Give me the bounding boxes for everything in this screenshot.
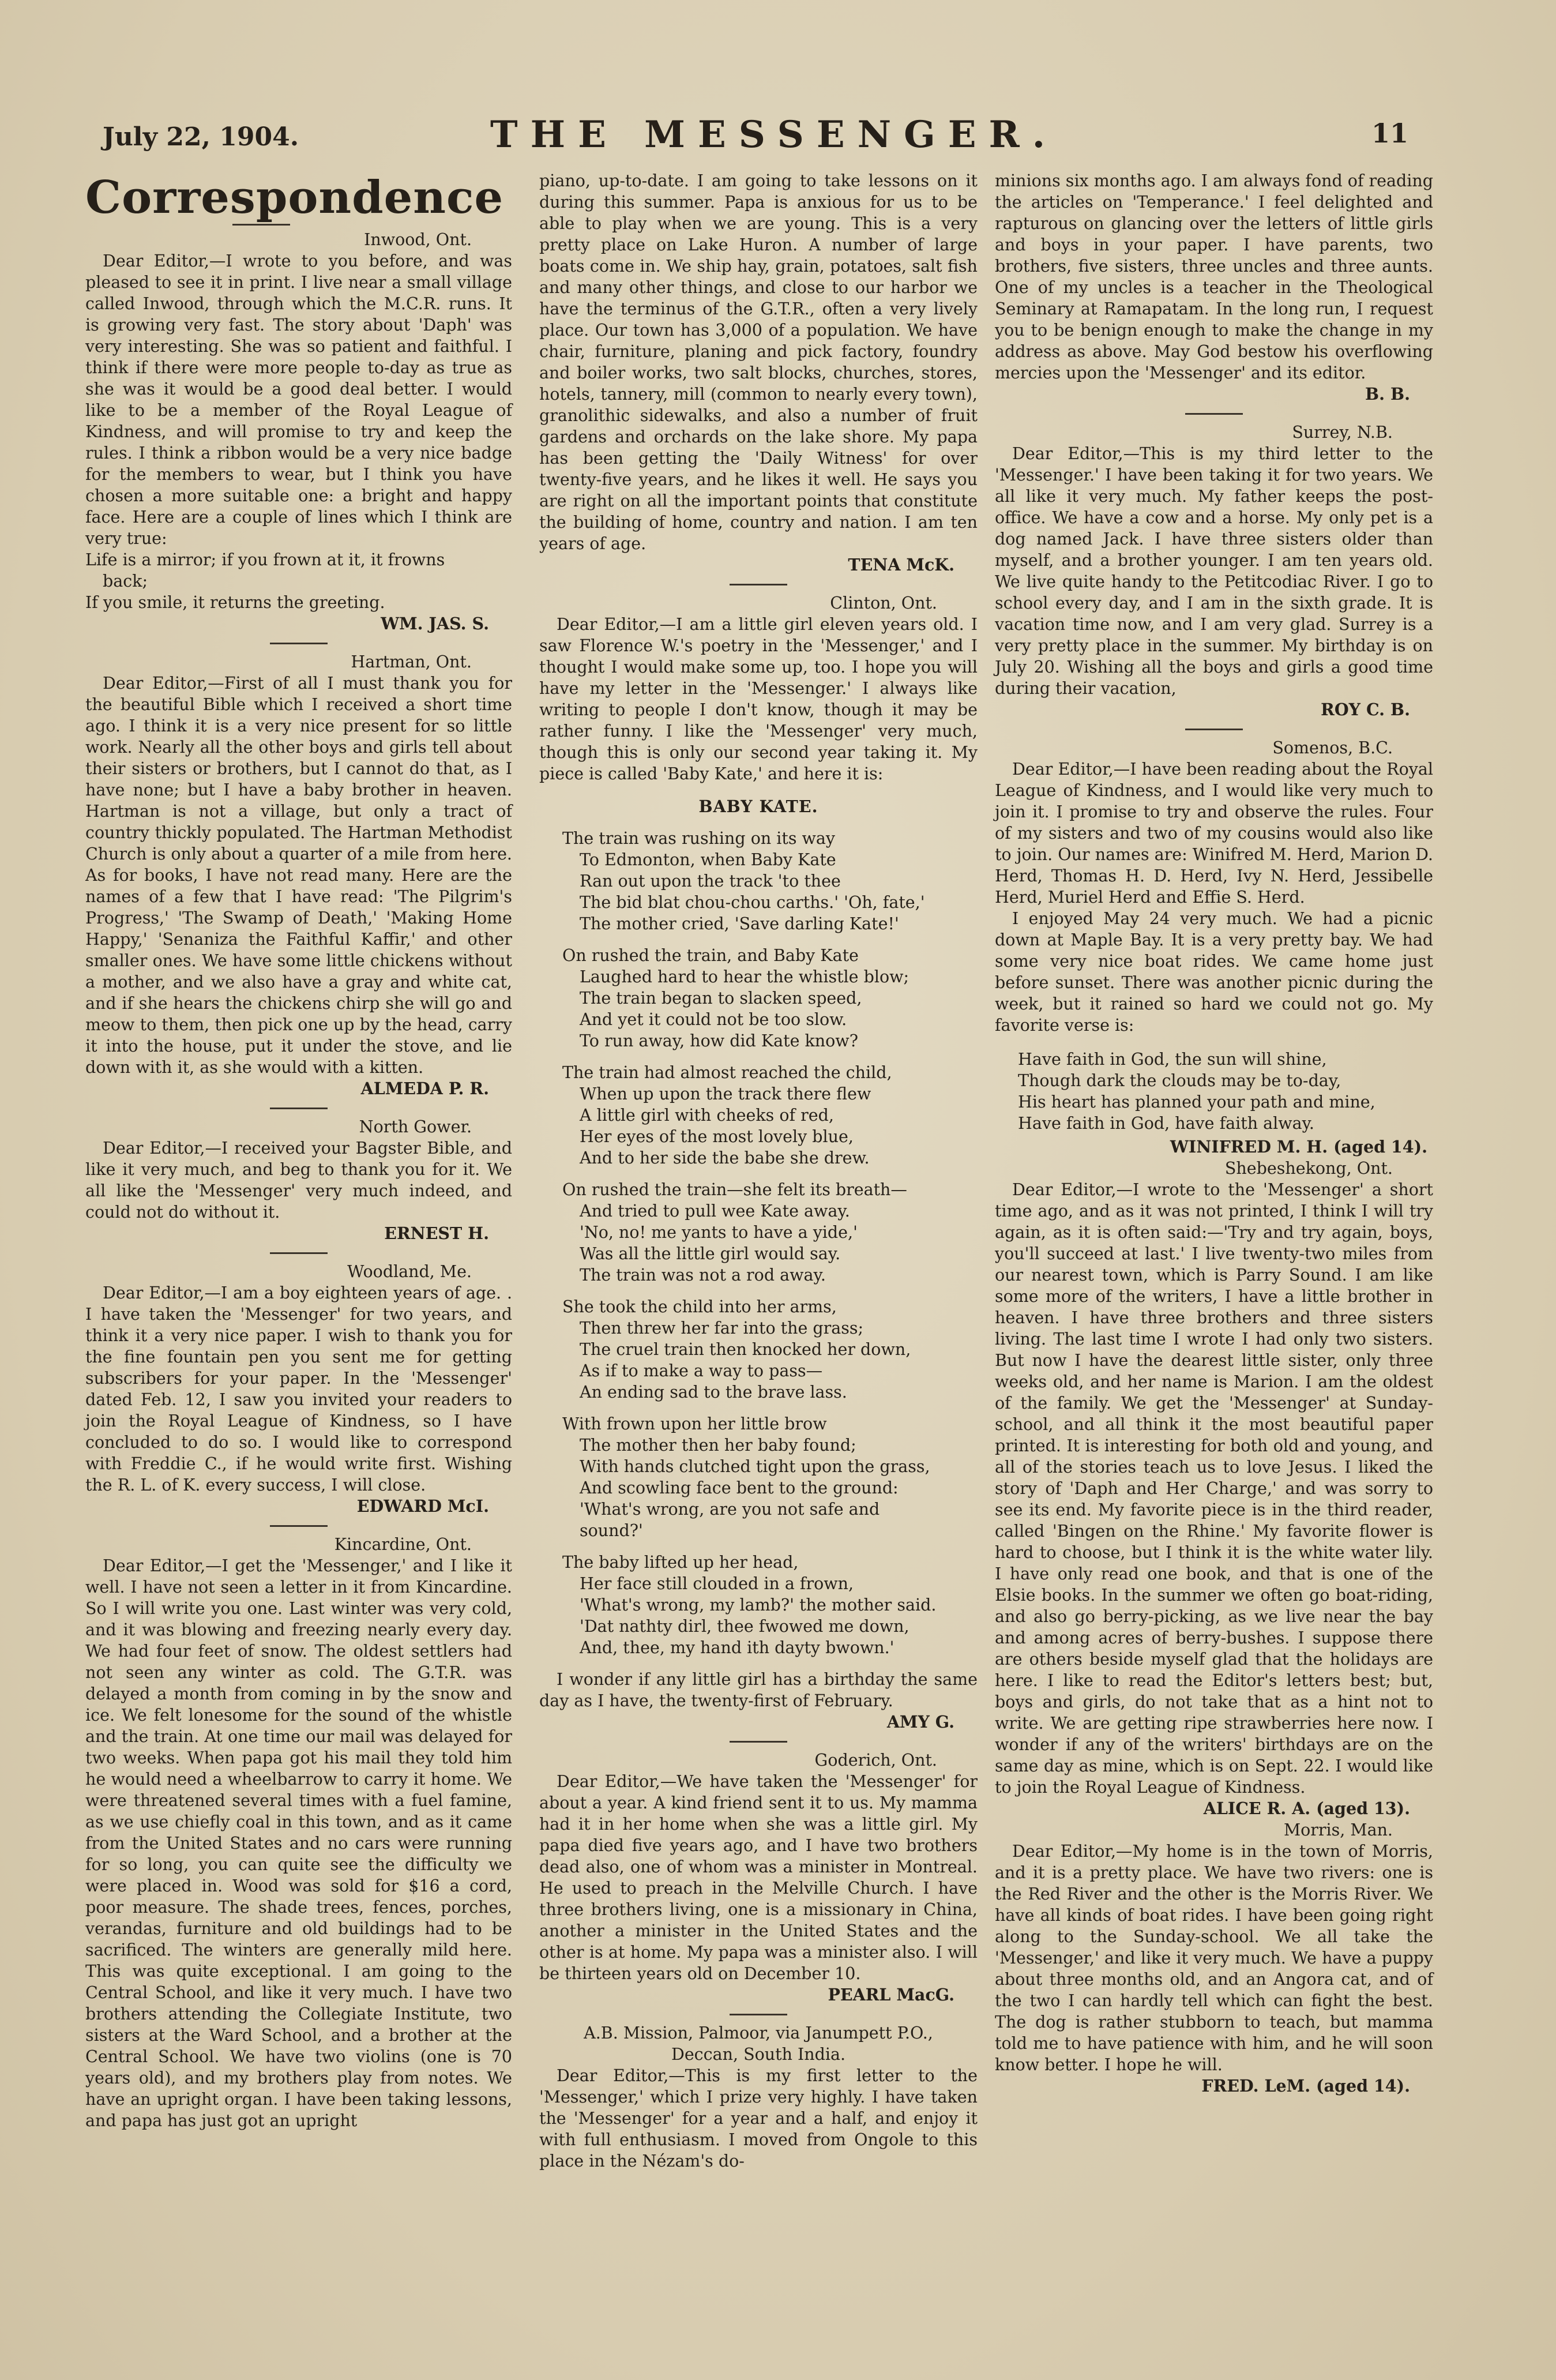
letter-place: Somenos, B.C. (1272, 738, 1393, 757)
poem-line: Her eyes of the most lovely blue, (580, 1127, 854, 1146)
letter-body: Dear Editor,—My home is in the town of Morris, and it is a pretty place. We have two rivers: one is the Red River and the other is the Morris River. We have all kinds of boat rides. I have been going right along to the Sunday-school. We all take the 'Messenger,' and like it very much. We have a puppy about three months old, and an Angora cat, and of the two I can hardly tell which can fight the best. The dog is rather stubborn to teach, but mamma told me to have patience with him, and he will soon know better. I hope he will. (995, 1842, 1433, 2074)
page-number: 11 (1371, 118, 1409, 149)
letter-body: Dear Editor,—I received your Bagster Bible, and like it very much, and beg to thank you for it. We all like the 'Messenger' very much indeed, and could not do without it. (85, 1139, 512, 1222)
separator-rule (730, 1741, 787, 1743)
poem-line: sound?' (580, 1521, 643, 1540)
poem-line: On rushed the train—she felt its breath— (562, 1180, 907, 1199)
favorite-verse (1018, 1049, 1433, 1134)
verse-line: Have faith in God, have faith alway. (1018, 1114, 1314, 1133)
letter-signature: ALICE R. A. (aged 13). (1203, 1799, 1410, 1818)
letter-place: Morris, Man. (1283, 1820, 1393, 1840)
poem-line: Her face still clouded in a frown, (580, 1574, 854, 1593)
letter-body: Dear Editor,—This is my first letter to the 'Messenger,' which I prize very highly. I have taken the 'Messenger' for a year and a half, and enjoy it with full enthusiasm. I moved from Ongole to this place in the Nézam's do- (539, 2066, 978, 2171)
poem-line: 'What's wrong, are you not safe and (580, 1500, 880, 1519)
verse-line: Though dark the clouds may be to-day, (1018, 1071, 1341, 1090)
poem-line: 'No, no! me yants to have a yide,' (580, 1223, 858, 1242)
letter-body: I wonder if any little girl has a birthday the same day as I have, the twenty-first of February. (539, 1670, 978, 1710)
poem-line: The bid blat chou-chou carths.' 'Oh, fate,' (580, 893, 925, 912)
poem-line: The mother cried, 'Save darling Kate!' (580, 914, 899, 933)
masthead (0, 0, 1556, 173)
letter-place: Woodland, Me. (347, 1262, 472, 1281)
poem-line: Then threw her far into the grass; (580, 1319, 864, 1338)
separator-rule (1185, 729, 1243, 730)
poem-line: With frown upon her little brow (562, 1414, 827, 1433)
separator-rule (730, 2014, 787, 2015)
letter-place: Goderich, Ont. (814, 1751, 937, 1770)
letter-place: A.B. Mission, Palmoor, via Janumpett P.O., (584, 2024, 933, 2043)
verse-line: His heart has planned your path and mine, (1018, 1093, 1375, 1112)
poem-line: The train was rushing on its way (562, 829, 836, 848)
heading-rule (232, 224, 290, 226)
letter-place: North Gower. (359, 1117, 472, 1136)
poem-line: Was all the little girl would say. (580, 1244, 841, 1263)
letter-place: Inwood, Ont. (364, 230, 472, 249)
poem-line: She took the child into her arms, (562, 1297, 837, 1316)
poem-line: The mother then her baby found; (580, 1436, 856, 1455)
poem-line: When up upon the track there flew (580, 1084, 871, 1103)
letter-signature: FRED. LeM. (aged 14). (1201, 2076, 1410, 2096)
poem-line: To run away, how did Kate know? (580, 1031, 858, 1050)
poem-line: And to her side the babe she drew. (580, 1148, 870, 1168)
letter-body: Dear Editor,—We have taken the 'Messenger' for about a year. A kind friend sent it to us. My mamma had it in her home when she was a little girl. My papa died five years ago, and I have two brothers dead also, one of whom was a minister in Montreal. He used to preach in the Melville Church. I have three brothers living, one is a missionary in China, another a minister in the United States and the other is at home. My papa was a minister also. I will be thirteen years old on December 10. (539, 1772, 978, 1983)
letter-body: Dear Editor,—I get the 'Messenger,' and I like it well. I have not seen a letter in it from Kincardine. So I will write you one. Last winter was very cold, and it was blowing and freezing nearly every day. We had four feet of snow. The oldest settlers had not seen any winter as cold. The G.T.R. was delayed a month from coming in by the snow and ice. We felt lonesome for the sound of the whistle and the train. At one time our mail was delayed for two weeks. When papa got his mail they told him he would need a wheelbarrow to carry it home. We were threatened several times with a fuel famine, as we use chiefly coal in this town, and as it came from the United States and no cars were running for so long, you can quite see the difficulty we were placed in. Wood was sold for $16 a cord, poor measure. The shade trees, fences, porches, verandas, furniture and old buildings had to be sacrificed. The winters are generally mild here. This was quite exceptional. I am going to the Central School, and like it very much. I have two brothers attending the Collegiate Institute, two sisters at the Ward School, and a brother at the Central School. We have two violins (one is 70 years old), and my brothers play from notes. We have an upright organ. I have been taking lessons, and papa has just got an upright (85, 1556, 512, 2130)
letter-signature: B. B. (1365, 384, 1410, 404)
poem-line: To Edmonton, when Baby Kate (580, 850, 836, 869)
poem-line: 'What's wrong, my lamb?' the mother said. (580, 1596, 937, 1615)
letter-signature: TENA McK. (848, 555, 954, 575)
poem-line: The cruel train then knocked her down, (580, 1340, 911, 1359)
poem-line: And scowling face bent to the ground: (580, 1478, 899, 1497)
separator-rule (270, 1252, 328, 1254)
letter-body-continued: piano, up-to-date. I am going to take lessons on it during this summer. Papa is anxious for us to be able to play when we are young. This is a very pretty place on Lake Huron. A number of large boats come in. We ship hay, grain, potatoes, salt fish and many other things, and close to our harbor we have the terminus of the G.T.R., often a very lively place. Our town has 3,000 of a population. We have chair, furniture, planing and pick factory, foundry and boiler works, two salt blocks, churches, stores, hotels, tannery, mill (common to nearly every town), granolithic sidewalks, and also a number of fruit gardens and orchards on the lake shore. My papa has been getting the 'Daily Witness' for over twenty-five years, and he likes it well. He says you are right on all the important points that constitute the building of home, country and nation. I am ten years of age. (539, 171, 978, 553)
verse-line: If you smile, it returns the greeting. (85, 593, 385, 612)
separator-rule (730, 584, 787, 585)
verse-line: Life is a mirror; if you frown at it, it frowns (85, 550, 445, 569)
poem-stanza (562, 1062, 978, 1169)
letter-place: Deccan, South India. (671, 2045, 846, 2064)
letter-place: Kincardine, Ont. (334, 1535, 472, 1554)
letter-body: Dear Editor,—I wrote to the 'Messenger' a short time ago, and as it was not printed, I think I will try again, as it is often said:—'Try and try again, boys, you'll succeed at last.' I live twenty-two miles from our nearest town, which is Parry Sound. I am like some more of the writers, I have a little brother in heaven. I have three brothers and three sisters living. The last time I wrote I had only two sisters. But now I have the dearest little sister, only three weeks old, and her name is Marion. I am the oldest of the family. We get the 'Messenger' at Sunday-school, and all think it the most beautiful paper printed. It is interesting for both old and young, and all of the stories teach us to love Jesus. I liked the story of 'Daph and Her Charge,' and was sorry to see its end. My favorite piece is in the third reader, called 'Bingen on the Rhine.' My favorite flower is hard to choose, but I think it is the white water lily. I have only read one book, and that is one of the Elsie books. In the summer we often go boat-riding, and also go berry-picking, as we live near the bay and among acres of berry-bushes. I suppose there are others beside myself glad that the holidays are here. I like to read the Editor's letters best; but, boys and girls, do not take that as a hint not to write. We are getting ripe strawberries here now. I wonder if any of the writers' birthdays are on the same day as mine, which is on Sept. 22. I would like to join the Royal League of Kindness. (995, 1180, 1433, 1797)
poem-stanza (562, 1552, 978, 1658)
poem-line: An ending sad to the brave lass. (580, 1383, 847, 1402)
poem-stanza (562, 828, 978, 934)
letter-body: Dear Editor,—This is my third letter to the 'Messenger.' I have been taking it for two years. We all like it very much. My father keeps the post-office. We have a cow and a horse. My only pet is a dog named Jack. I have three sisters older than myself, and a brother younger. I am ten years old. We live quite handy to the Petitcodiac River. I go to school every day, and I am in the sixth grade. It is vacation time now, and I am very glad. Surrey is a very pretty place in the summer. My birthday is on July 20. Wishing all the boys and girls a good time during their vacation, (995, 444, 1433, 698)
verse-line: back; (103, 572, 148, 591)
poem-line: On rushed the train, and Baby Kate (562, 946, 859, 965)
poem-line: With hands clutched tight upon the grass, (580, 1457, 930, 1476)
poem-line: The train was not a rod away. (580, 1266, 826, 1285)
letter-signature: ERNEST H. (384, 1223, 489, 1243)
poem-stanza (562, 1296, 978, 1403)
letter-body: I enjoyed May 24 very much. We had a picnic down at Maple Bay. It is a very pretty bay. We had some very nice boat rides. We came home just before sunset. There was another picnic during the week, but it rained so hard we could not go. My favorite verse is: (995, 909, 1433, 1035)
poem-line: The train began to slacken speed, (580, 989, 862, 1008)
poem-line: A little girl with cheeks of red, (580, 1106, 834, 1125)
poem-line: And tried to pull wee Kate away. (580, 1202, 850, 1221)
letter-body: Dear Editor,—First of all I must thank you for the beautiful Bible which I received a short time ago. I think it is a very nice present for so little work. Nearly all the other boys and girls tell about their sisters or brothers, but I cannot do that, as I have none; but I have a baby brother in heaven. Hartman is not a village, but only a tract of country thickly populated. The Hartman Methodist Church is only about a quarter of a mile from here. As for books, I have not read many. Here are the names of a few that I have read: 'The Pilgrim's Progress,' 'The Swamp of Death,' 'Making Home Happy,' 'Senaniza the Faithful Kaffir,' and other smaller ones. We have some little chickens without a mother, and we also have a gray and white cat, and if she hears the chickens chirp she will go and meow to them, then pick one up by the head, carry it into the house, put it under the stove, and lie down with it, as she would with a kitten. (85, 674, 512, 1077)
separator-rule (1185, 413, 1243, 415)
poem-stanza (562, 945, 978, 1052)
poem-line: And, thee, my hand ith dayty bwown.' (580, 1638, 894, 1657)
poem-line: And yet it could not be too slow. (580, 1010, 847, 1029)
letter-signature: PEARL MacG. (828, 1985, 954, 2004)
letter-signature: AMY G. (886, 1712, 954, 1732)
poem-line: Ran out upon the track 'to thee (580, 872, 841, 891)
poem-line: Laughed hard to hear the whistle blow; (580, 967, 909, 986)
separator-rule (270, 643, 328, 644)
column-2 (539, 170, 978, 2172)
poem (539, 828, 978, 1658)
quoted-verse (85, 549, 512, 613)
letter-place: Shebeshekong, Ont. (1224, 1159, 1393, 1178)
letter-place: Clinton, Ont. (830, 594, 937, 613)
poem-line: 'Dat nathty dirl, thee fwowed me down, (580, 1617, 909, 1636)
letter-body: Dear Editor,—I have been reading about the Royal League of Kindness, and I would like very much to join it. I promise to try and observe the rules. Four of my sisters and two of my cousins would also like to join. Our names are: Winifred M. Herd, Marion D. Herd, Thomas H. D. Herd, Ivy N. Herd, Jessibelle Herd, Muriel Herd and Effie S. Herd. (995, 760, 1433, 907)
letter-place: Surrey, N.B. (1292, 423, 1393, 442)
poem-stanza (562, 1179, 978, 1286)
newspaper-title: THE MESSENGER. (490, 113, 1058, 156)
letter-signature: EDWARD McI. (356, 1496, 489, 1516)
poem-stanza (562, 1413, 978, 1541)
letter-signature: ROY C. B. (1321, 700, 1410, 719)
separator-rule (270, 1108, 328, 1109)
verse-line: Have faith in God, the sun will shine, (1018, 1050, 1327, 1069)
column-1 (85, 168, 512, 2131)
poem-line: The baby lifted up her head, (562, 1553, 799, 1572)
letter-signature: WINIFRED M. H. (aged 14). (1170, 1137, 1427, 1157)
letter-body-continued: minions six months ago. I am always fond of reading the articles on 'Temperance.' I feel delighted and rapturous on glancing over the letters of little girls and boys in your paper. I have parents, two brothers, five sisters, three uncles and three aunts. One of my uncles is a teacher in the Theological Seminary at Ramapatam. In the long run, I request you to be benign enough to make the change in my address as above. May God bestow his overflowing mercies upon the 'Messenger' and its editor. (995, 171, 1433, 382)
poem-title: BABY KATE. (698, 797, 818, 816)
poem-line: The train had almost reached the child, (562, 1063, 892, 1082)
letter-place: Hartman, Ont. (351, 652, 472, 671)
section-heading: Correspondence (85, 171, 504, 224)
letter-signature: ALMEDA P. R. (360, 1079, 489, 1098)
letter-body: Dear Editor,—I am a little girl eleven years old. I saw Florence W.'s poetry in the 'Messenger,' and I thought I would make some up, too. I hope you will have my letter in the 'Messenger.' I always like writing to people I don't know, though it may be rather funny. I like the 'Messenger' very much, though this is only our second year taking it. My piece is called 'Baby Kate,' and here it is: (539, 615, 978, 783)
issue-date: July 22, 1904. (103, 122, 299, 152)
separator-rule (270, 1525, 328, 1527)
letter-signature: WM. JAS. S. (381, 614, 489, 633)
letter-body: Dear Editor,—I am a boy eighteen years of age. . I have taken the 'Messenger' for two years, and think it a very nice paper. I wish to thank you for the fine fountain pen you sent me for getting subscribers for your paper. In the 'Messenger' dated Feb. 12, I saw you invited your readers to join the Royal League of Kindness, so I have concluded to do so. I would like to correspond with Freddie C., if he would write first. Wishing the R. L. of K. every success, I will close. (85, 1283, 512, 1495)
poem-line: As if to make a way to pass— (580, 1361, 823, 1380)
column-3 (995, 170, 1433, 2097)
letter-body: Dear Editor,—I wrote to you before, and was pleased to see it in print. I live near a small village called Inwood, through which the M.C.R. runs. It is growing very fast. The story about 'Daph' was very interesting. She was so patient and faithful. I think if there were more people to-day as true as she was it would be a good deal better. I would like to be a member of the Royal League of Kindness, and will promise to try and keep the rules. I think a ribbon would be a very nice badge for the members to wear, but I think you have chosen a more suitable one: a bright and happy face. Here are a couple of lines which I think are very true: (85, 251, 512, 548)
